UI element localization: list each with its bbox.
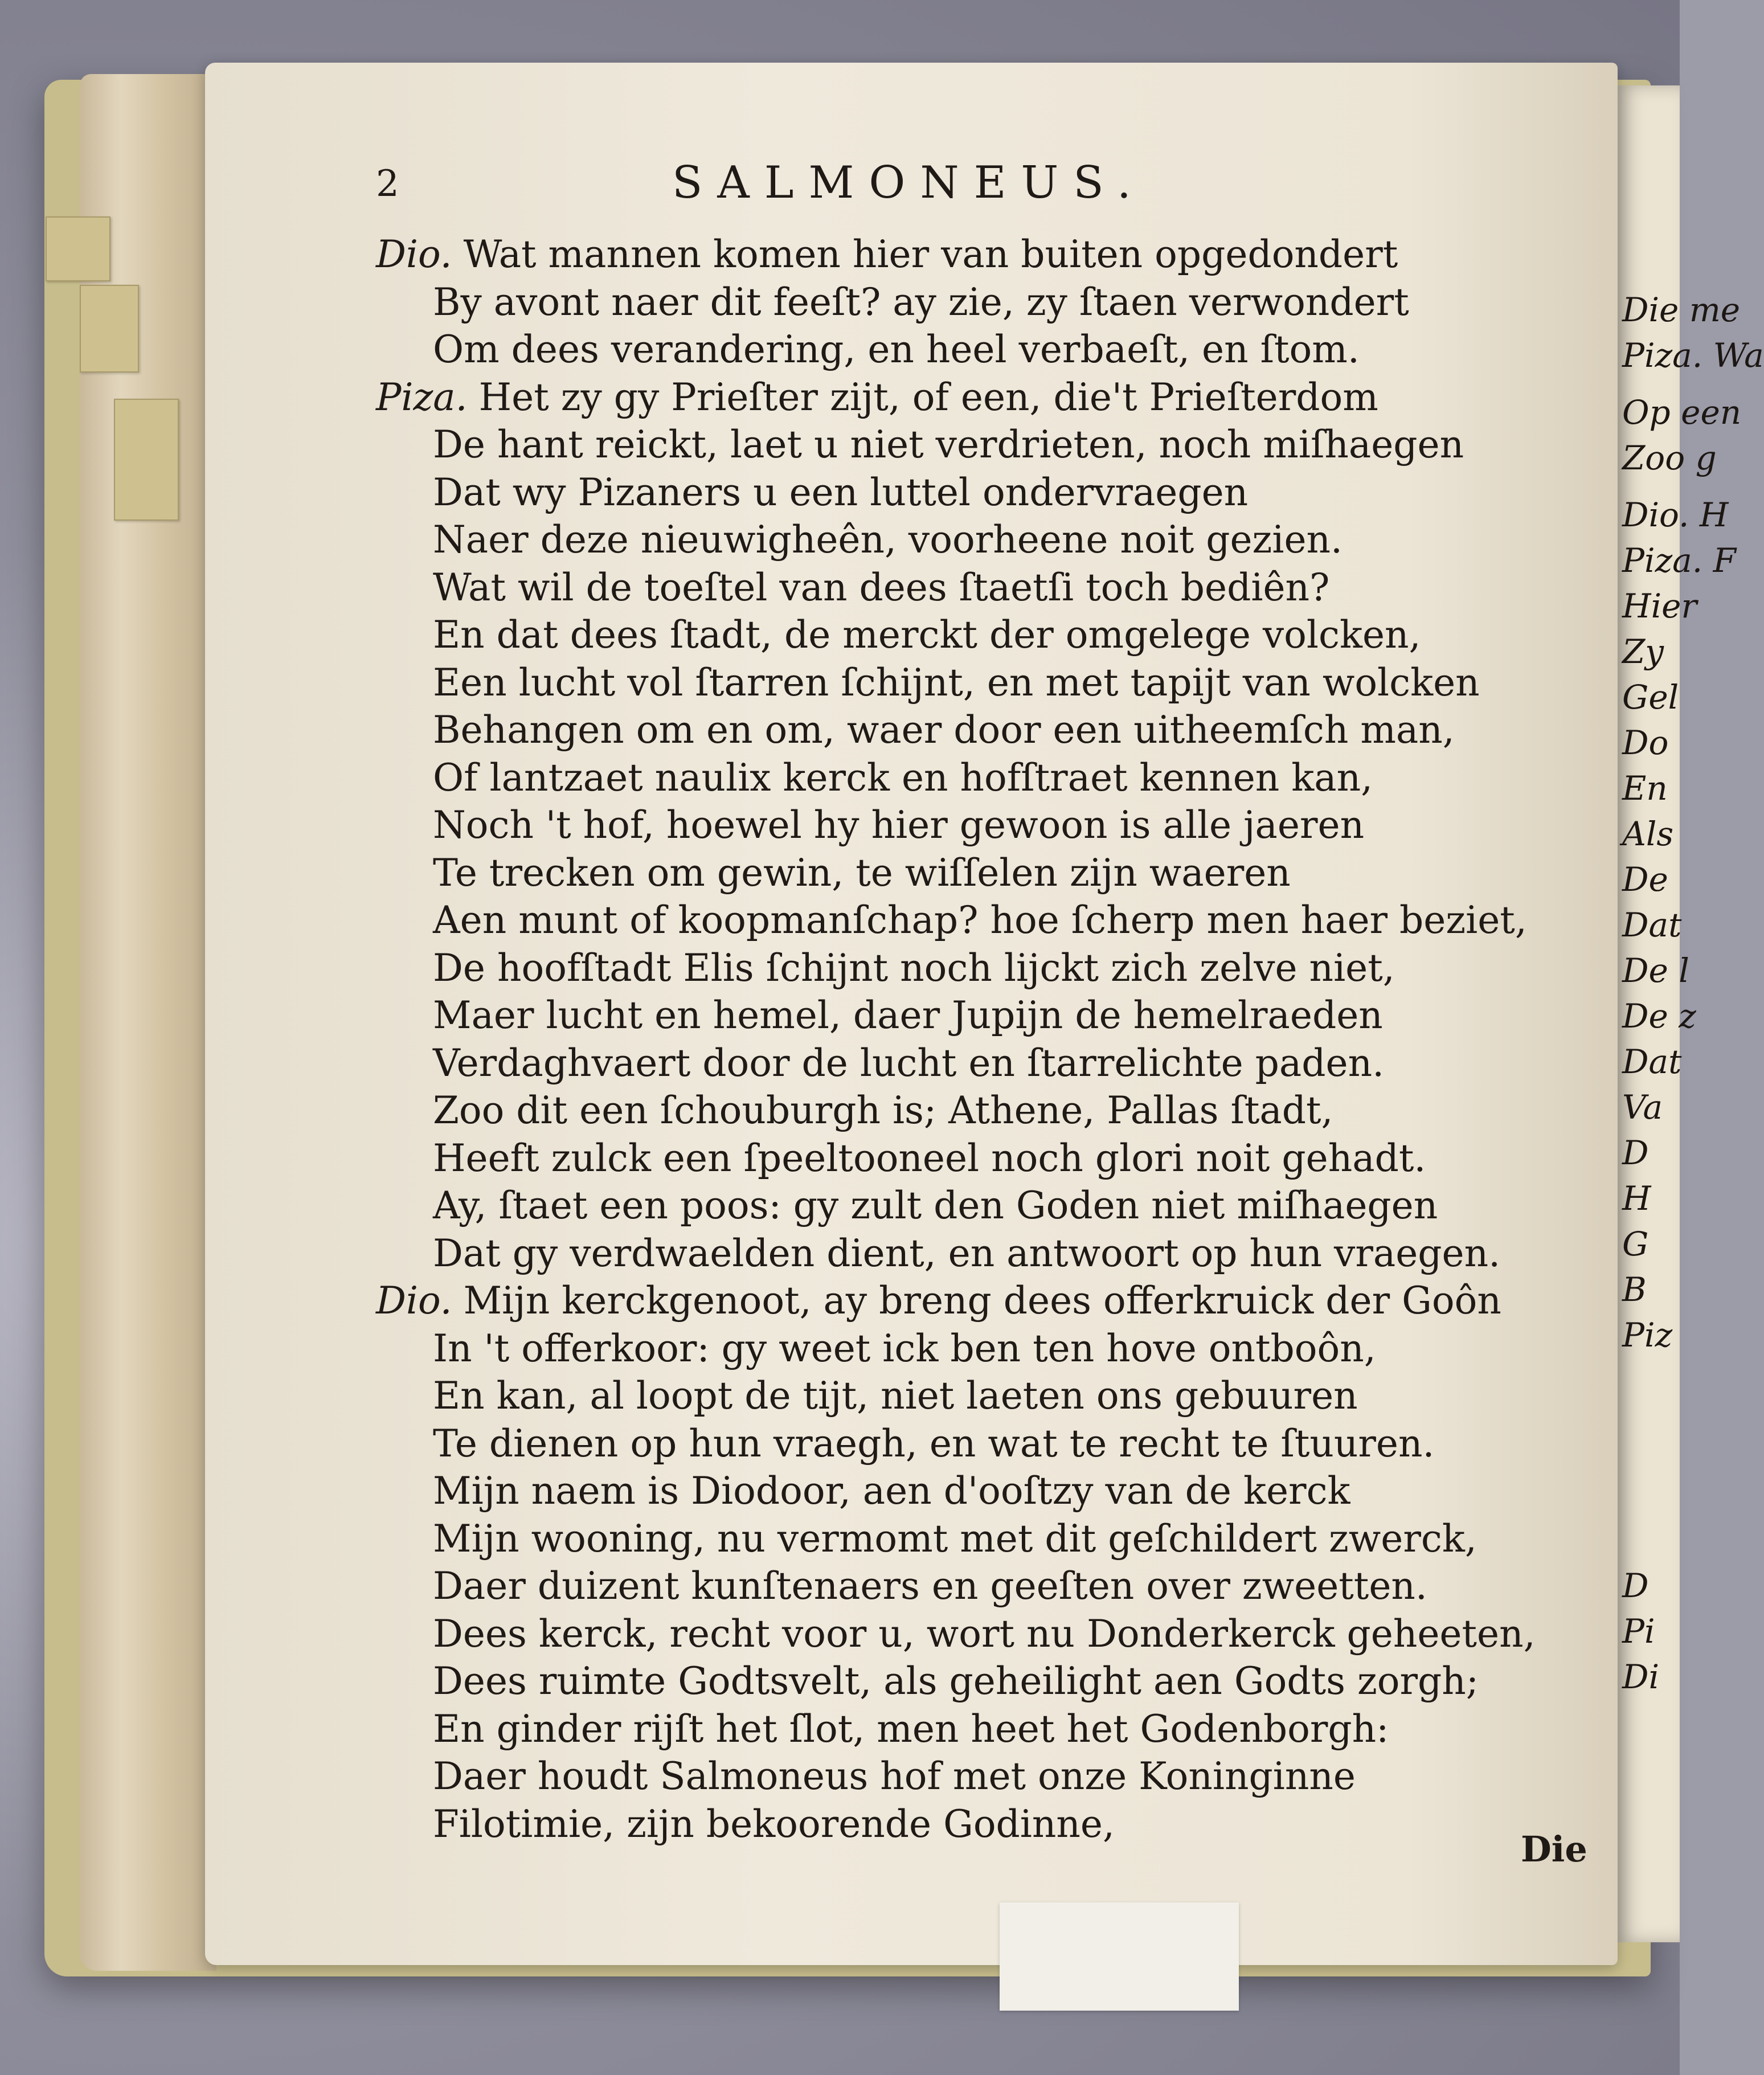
opposite-page-fragment: D: [1622, 1133, 1649, 1172]
paper-slip: [1000, 1902, 1239, 2011]
opposite-page-fragment: Die me: [1622, 290, 1741, 329]
verse-line: [376, 801, 1595, 849]
verse-line: [376, 1325, 1595, 1373]
speaker-label: Dio.: [376, 232, 452, 276]
verse-line-text: En kan, al loopt de tijt, niet laeten ons gebuuren: [433, 1374, 1358, 1418]
opposite-page-fragment: Piza. Wa: [1622, 336, 1764, 375]
catchword: Die: [1521, 1828, 1587, 1870]
verse-line: [376, 279, 1595, 326]
verse-line-text: Ay, ſtaet een poos: gy zult den Goden niet miſhaegen: [433, 1184, 1438, 1227]
verse-line: [376, 659, 1595, 707]
verse-line: [376, 1610, 1595, 1658]
verse-line: [376, 706, 1595, 754]
opposite-page-fragment: D: [1622, 1566, 1649, 1605]
opposite-page-fragment: Piza. F: [1622, 541, 1736, 580]
opposite-page-fragment: Dat: [1622, 906, 1682, 944]
verse-line-text: Dat gy verdwaelden dient, en antwoort op hun vraegen.: [433, 1231, 1501, 1275]
verse-line-text: De hant reickt, laet u niet verdrieten, noch miſhaegen: [433, 423, 1464, 466]
verse-line: [376, 421, 1595, 469]
verse-line-text: Verdaghvaert door de lucht en ſtarrelichte paden.: [433, 1041, 1385, 1085]
verse-line-text: De hoofſtadt Elis ſchijnt noch lijckt zich zelve niet,: [433, 946, 1395, 990]
verse-line-text: Te trecken om gewin, te wiſſelen zijn waeren: [433, 850, 1291, 895]
verse-line-text: Mijn kerckgenoot, ay breng dees offerkruick der Goôn: [463, 1279, 1501, 1323]
opposite-page-fragment: Zy: [1622, 632, 1664, 671]
verse-line-text: Heeft zulck een ſpeeltooneel noch glori noit gehadt.: [433, 1136, 1426, 1180]
verse-line-text: Te dienen op hun vraegh, en wat te recht te ſtuuren.: [433, 1421, 1435, 1466]
verse-line: [376, 326, 1595, 374]
verse-line: [376, 944, 1595, 992]
opposite-page-fragment: Op een: [1622, 393, 1742, 432]
opposite-page-fragment: Hier: [1622, 587, 1697, 625]
opposite-page-fragment: B: [1622, 1270, 1647, 1309]
verse-line: [376, 897, 1595, 944]
opposite-page-fragment: Als: [1622, 815, 1674, 853]
opposite-page-fragment: G: [1622, 1225, 1649, 1263]
verse-line: [376, 1135, 1595, 1182]
verse-line: [376, 1753, 1595, 1800]
verse-line: [376, 1087, 1595, 1135]
opposite-page-fragment: Gel: [1622, 678, 1679, 717]
verse-line-text: Of lantzaet naulix kerck en hofſtraet kennen kan,: [433, 755, 1373, 800]
verse-line: [376, 469, 1595, 517]
opposite-page-fragment: H: [1622, 1179, 1651, 1218]
speaker-label: Dio.: [376, 1279, 452, 1323]
opposite-page-fragment: Dat: [1622, 1042, 1682, 1081]
verse-line: [376, 754, 1595, 802]
verse-line: [376, 1705, 1595, 1753]
verse-line: [376, 374, 1595, 421]
opposite-page-fragment: De l: [1622, 951, 1689, 990]
verse-line-text: By avont naer dit feeſt? ay zie, zy ſtaen verwondert: [433, 280, 1409, 324]
verse-line: [376, 992, 1595, 1039]
verse-text: [376, 231, 1595, 1848]
opposite-page-fragment: Do: [1622, 723, 1669, 762]
verse-line-text: Mijn wooning, nu vermomt met dit geſchildert zwerck,: [433, 1516, 1477, 1561]
verse-line: [376, 516, 1595, 564]
verse-line: [376, 1515, 1595, 1563]
verse-line: [376, 1420, 1595, 1468]
verse-line-text: Wat mannen komen hier van buiten opgedondert: [463, 232, 1398, 276]
opposite-page-fragment: Dio. H: [1622, 496, 1729, 534]
verse-line: [376, 1372, 1595, 1420]
verse-line-text: Dees ruimte Godtsvelt, als geheilight aen Godts zorgh;: [433, 1659, 1479, 1703]
opposite-page-fragment: Zoo g: [1622, 439, 1717, 477]
verse-line: [376, 1277, 1595, 1325]
verse-line-text: Filotimie, zijn bekoorende Godinne,: [433, 1802, 1115, 1846]
verse-line: [376, 1562, 1595, 1610]
verse-line-text: Mijn naem is Diodoor, aen d'ooſtzy van de kerck: [433, 1469, 1350, 1513]
verse-line: [376, 231, 1595, 279]
bookmark-tab: [46, 216, 110, 281]
opposite-page: [1618, 85, 1764, 1942]
verse-line-text: Om dees verandering, en heel verbaeſt, en ſtom.: [433, 328, 1360, 371]
page-number: 2: [376, 163, 399, 205]
verse-line: [376, 1657, 1595, 1705]
verse-line: [376, 1039, 1595, 1087]
opposite-page-fragment: En: [1622, 769, 1668, 808]
verse-line-text: Naer deze nieuwigheên, voorheene noit gezien.: [433, 518, 1343, 562]
verse-line-text: Zoo dit een ſchouburgh is; Athene, Pallas ſtadt,: [433, 1088, 1333, 1132]
verse-line: [376, 1230, 1595, 1278]
speaker-label: Piza.: [376, 375, 468, 419]
verse-line-text: Dat wy Pizaners u een luttel ondervraegen: [433, 470, 1249, 514]
verse-line-text: Behangen om en om, waer door een uitheemſch man,: [433, 708, 1455, 752]
verse-line-text: En dat dees ſtadt, de merckt der omgelege volcken,: [433, 613, 1421, 657]
verse-line-text: Dees kerck, recht voor u, wort nu Donderkerck geheeten,: [433, 1611, 1536, 1656]
verse-line: [376, 1800, 1595, 1848]
verse-line-text: Aen munt of koopmanſchap? hoe ſcherp men haer beziet,: [433, 898, 1527, 942]
verse-line: [376, 1182, 1595, 1230]
verse-line-text: En ginder rijſt het ſlot, men heet het Godenborgh:: [433, 1706, 1389, 1751]
verse-line-text: Daer houdt Salmoneus hof met onze Koninginne: [433, 1754, 1356, 1798]
verse-line: [376, 849, 1595, 897]
verse-line-text: Wat wil de toeſtel van dees ſtaetſi toch bediên?: [433, 565, 1330, 609]
verse-line-text: In 't offerkoor: gy weet ick ben ten hove ontboôn,: [433, 1326, 1376, 1370]
opposite-page-fragment: Va: [1622, 1088, 1663, 1127]
opposite-page-fragment: De: [1622, 860, 1668, 899]
opposite-page-fragment: De z: [1622, 997, 1696, 1036]
running-title: SALMONEUS.: [672, 157, 1146, 208]
bookmark-tab: [80, 285, 139, 373]
opposite-page-fragment: Pi: [1622, 1612, 1655, 1651]
verse-line: [376, 564, 1595, 612]
verse-line: [376, 611, 1595, 659]
verse-line-text: Het zy gy Prieſter zijt, of een, die't Prieſterdom: [478, 375, 1378, 419]
opposite-page-fragment: Piz: [1622, 1316, 1673, 1354]
verse-line: [376, 1467, 1595, 1515]
verse-line-text: Noch 't hof, hoewel hy hier gewoon is alle jaeren: [433, 803, 1365, 847]
verse-line-text: Een lucht vol ſtarren ſchijnt, en met tapijt van wolcken: [433, 660, 1480, 705]
verse-line-text: Maer lucht en hemel, daer Jupijn de hemelraeden: [433, 993, 1383, 1037]
opposite-page-fragment: Di: [1622, 1657, 1660, 1696]
bookmark-tab: [114, 399, 179, 521]
verse-line-text: Daer duizent kunſtenaers en geeſten over zweetten.: [433, 1564, 1427, 1608]
